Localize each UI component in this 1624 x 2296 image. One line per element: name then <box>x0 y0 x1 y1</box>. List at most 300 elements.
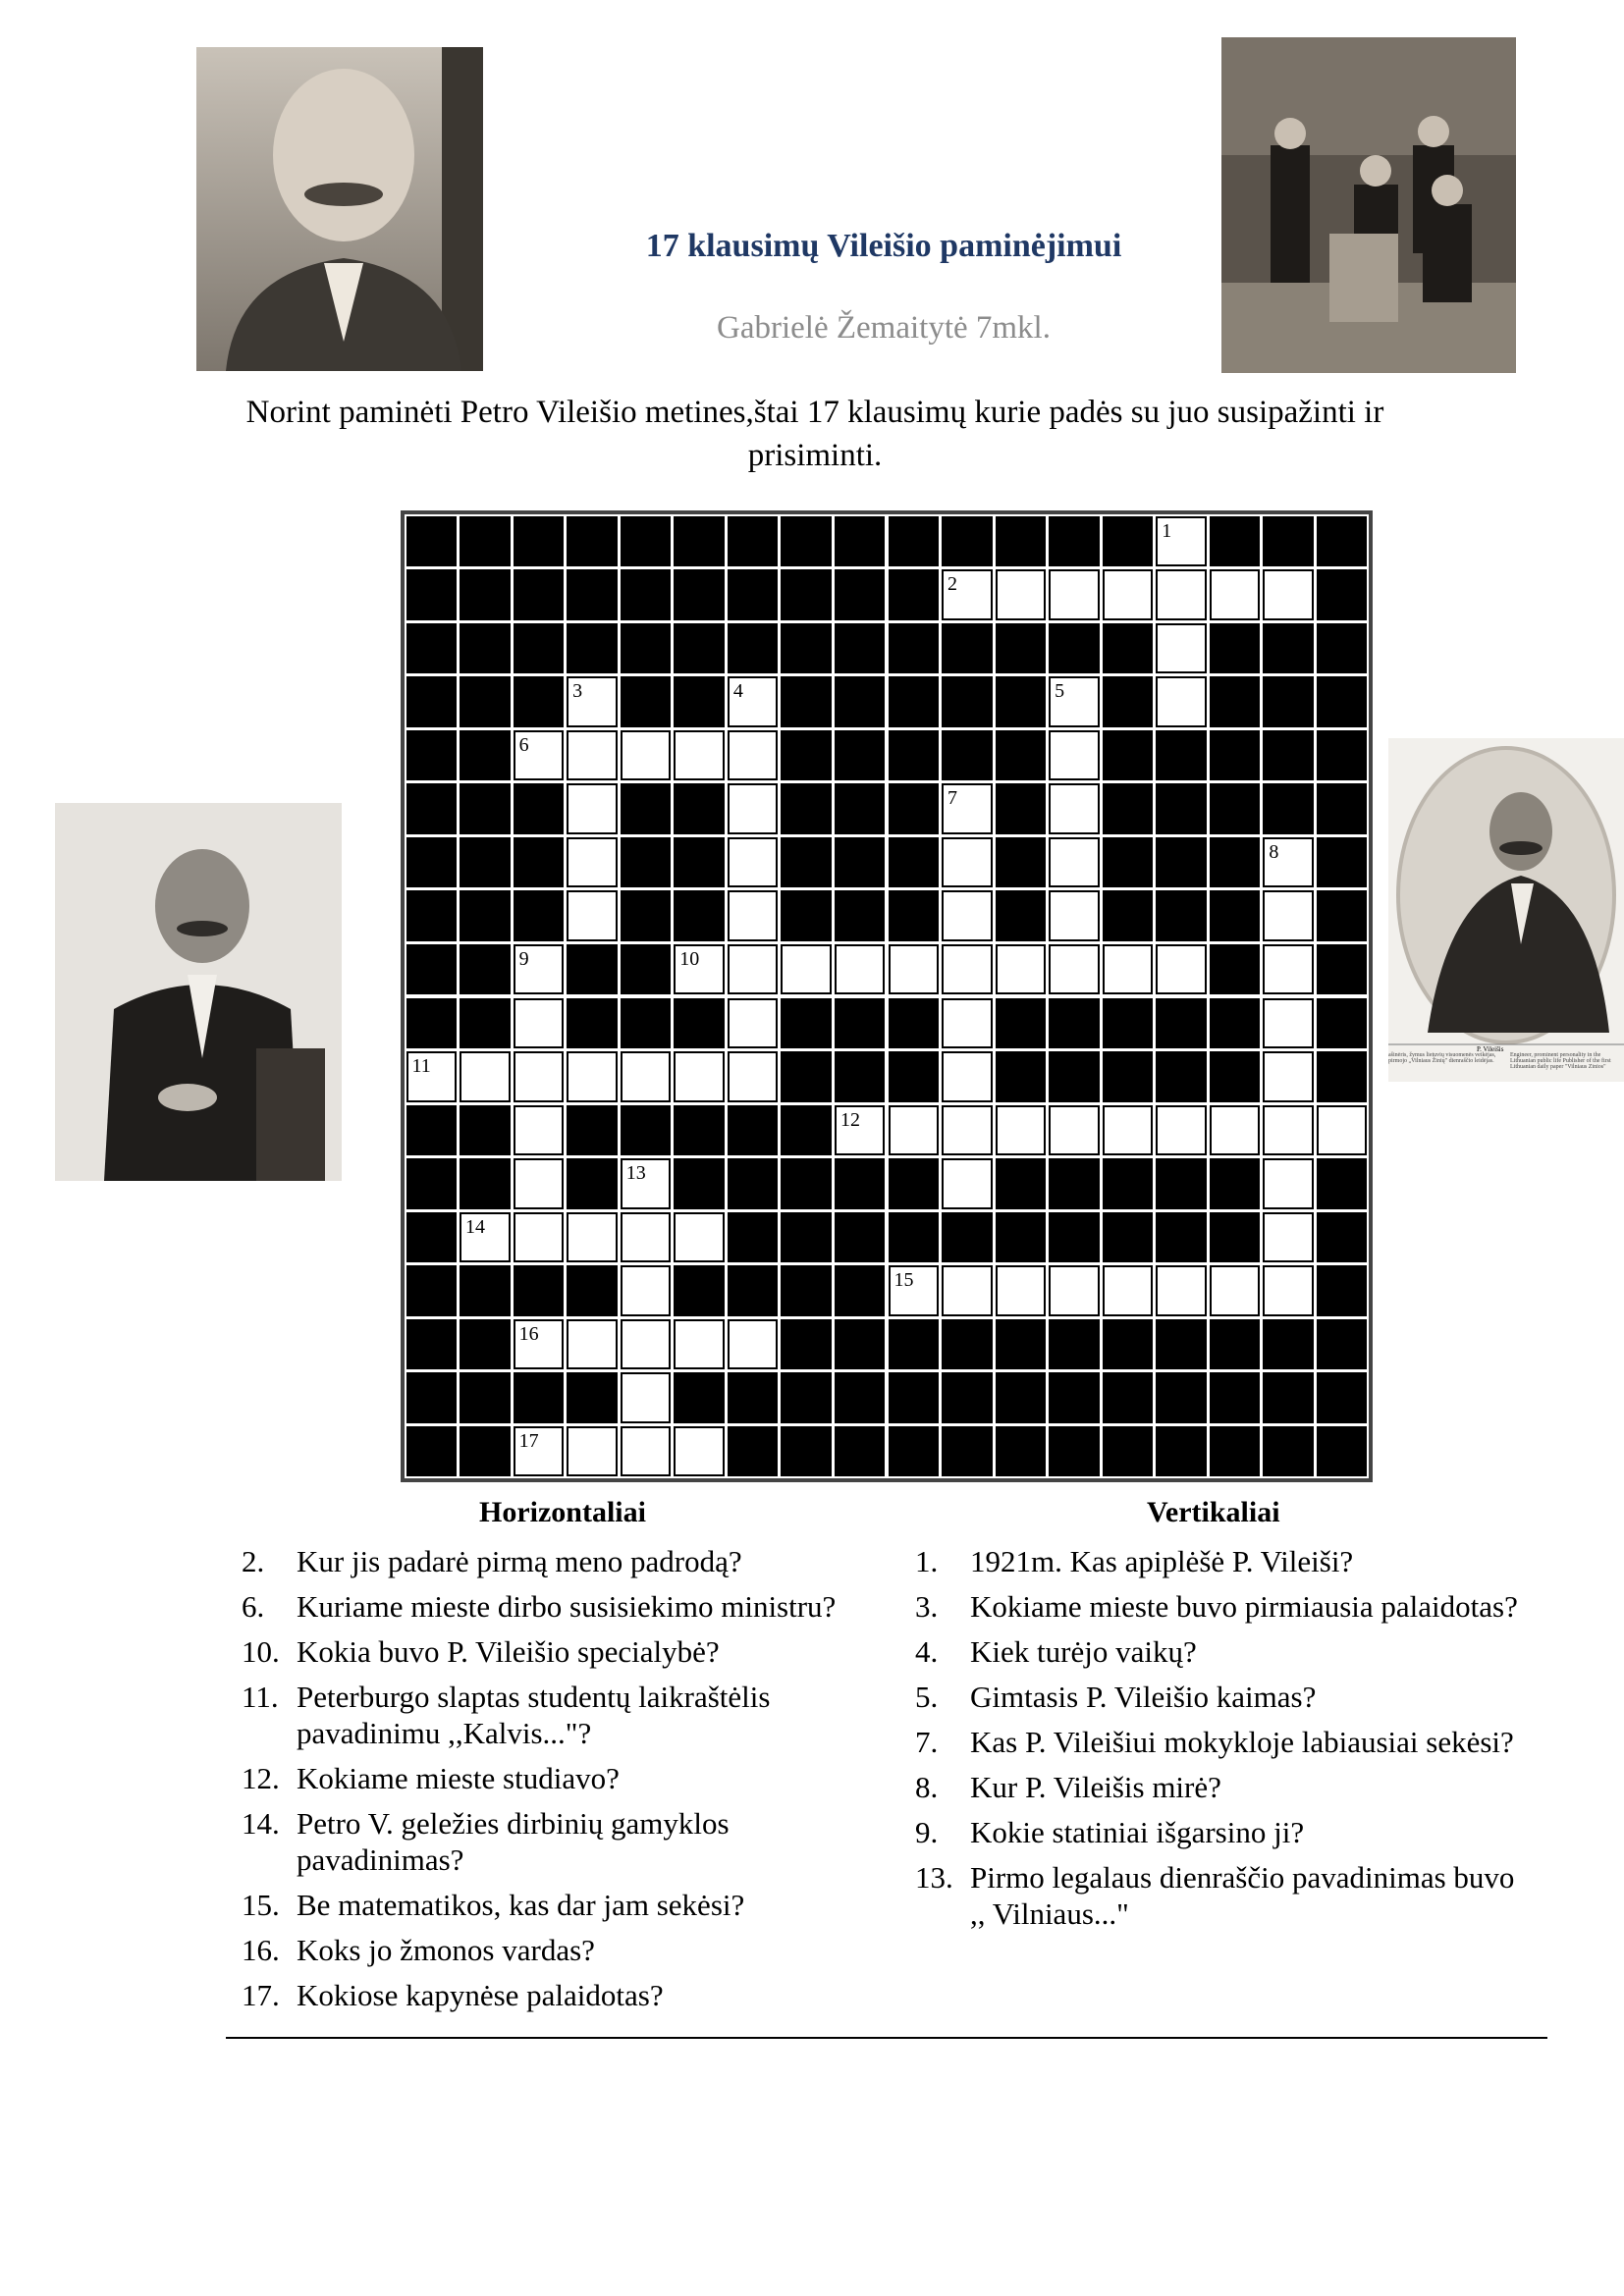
crossword-cell-open[interactable] <box>942 890 993 941</box>
crossword-cell-blocked <box>567 516 618 567</box>
crossword-cell-blocked <box>674 1105 725 1156</box>
crossword-cell-blocked <box>835 1051 886 1102</box>
crossword-cell-open[interactable] <box>1263 837 1314 888</box>
crossword-cell-blocked <box>1103 1212 1154 1263</box>
crossword-cell-blocked <box>781 516 832 567</box>
crossword-cell-open[interactable] <box>1263 569 1314 620</box>
clue-text: Kas P. Vileišiui mokykloje labiausiai sekėsi? <box>970 1725 1514 1759</box>
crossword-cell-open[interactable] <box>1049 944 1100 995</box>
crossword-cell-blocked <box>514 516 565 567</box>
crossword-cell-blocked <box>621 837 672 888</box>
clue-text: Be matematikos, kas dar jam sekėsi? <box>297 1888 745 1922</box>
crossword-cell-open[interactable] <box>621 1051 672 1102</box>
crossword-cell-open[interactable] <box>674 1051 725 1102</box>
crossword-cell-blocked <box>1103 837 1154 888</box>
crossword-cell-blocked <box>621 516 672 567</box>
clue-item <box>242 1805 899 1878</box>
page-title: 17 klausimų Vileišio paminėjimui <box>645 228 1122 264</box>
clue-text: Kur jis padarė pirmą meno padrodą? <box>297 1544 742 1578</box>
crossword-cell-blocked <box>1049 1158 1100 1209</box>
clue-item <box>915 1588 1524 1625</box>
crossword-cell-blocked <box>996 676 1047 727</box>
crossword-cell-open[interactable] <box>1049 890 1100 941</box>
crossword-cell-blocked <box>781 1372 832 1423</box>
crossword-cell-open[interactable] <box>1263 1212 1314 1263</box>
crossword-cell-blocked <box>996 623 1047 674</box>
crossword-cell-open[interactable] <box>1156 944 1207 995</box>
photo-caption-lt: ašinėris, žymus lietuvių visuomenės veikėjas, pirmojo „Vilniaus Žinių" dienraščio leidėjas. <box>1388 1052 1496 1064</box>
crossword-cell-open[interactable] <box>1049 1105 1100 1156</box>
crossword-cell-open[interactable] <box>1103 569 1154 620</box>
crossword-cell-blocked <box>406 1426 458 1477</box>
crossword-cell-open[interactable] <box>781 944 832 995</box>
crossword-clue-number: 5 <box>1055 680 1065 703</box>
crossword-cell-open[interactable] <box>1049 783 1100 834</box>
crossword-cell-blocked <box>996 1426 1047 1477</box>
crossword-cell-blocked <box>1156 998 1207 1049</box>
crossword-cell-open[interactable] <box>674 944 725 995</box>
crossword-cell-open[interactable] <box>728 890 779 941</box>
crossword-cell-blocked <box>1317 569 1368 620</box>
crossword-cell-blocked <box>406 837 458 888</box>
crossword-cell-blocked <box>567 623 618 674</box>
crossword-cell-open[interactable] <box>728 676 779 727</box>
photo-caption-en: Engineer, prominent personality in the Lithuanian public life Publisher of the first Lithuanian daily paper "Vilniaus Zinios" <box>1510 1052 1611 1070</box>
crossword-cell-blocked <box>1317 944 1368 995</box>
crossword-cell-blocked <box>942 1372 993 1423</box>
crossword-cell-blocked <box>1210 1319 1261 1370</box>
crossword-cell-open[interactable] <box>567 783 618 834</box>
crossword-cell-blocked <box>1210 730 1261 781</box>
crossword-cell-blocked <box>460 1426 511 1477</box>
crossword-cell-blocked <box>1049 623 1100 674</box>
crossword-cell-blocked <box>406 1319 458 1370</box>
crossword-cell-open[interactable] <box>1049 1265 1100 1316</box>
crossword-cell-open[interactable] <box>514 1319 565 1370</box>
crossword-cell-blocked <box>728 1212 779 1263</box>
crossword-cell-open[interactable] <box>514 1051 565 1102</box>
crossword-cell-blocked <box>996 1372 1047 1423</box>
crossword-cell-open[interactable] <box>1156 623 1207 674</box>
crossword-cell-blocked <box>1103 890 1154 941</box>
clue-number: 16. <box>242 1933 280 1967</box>
crossword-cell-open[interactable] <box>514 998 565 1049</box>
crossword-cell-blocked <box>1103 998 1154 1049</box>
clue-text: Kiek turėjo vaikų? <box>970 1634 1197 1669</box>
crossword-cell-open[interactable] <box>728 730 779 781</box>
clue-number: 3. <box>915 1589 939 1624</box>
crossword-cell-blocked <box>1156 1319 1207 1370</box>
crossword-cell-open[interactable] <box>514 1212 565 1263</box>
crossword-cell-blocked <box>835 783 886 834</box>
crossword-cell-blocked <box>835 1212 886 1263</box>
crossword-cell-blocked <box>621 783 672 834</box>
author-line: Gabrielė Žemaitytė 7mkl. <box>717 310 1051 346</box>
crossword-cell-blocked <box>567 1265 618 1316</box>
crossword-cell-blocked <box>406 676 458 727</box>
crossword-cell-blocked <box>1156 890 1207 941</box>
crossword-cell-blocked <box>835 569 886 620</box>
crossword-cell-open[interactable] <box>567 1426 618 1477</box>
crossword-cell-blocked <box>514 837 565 888</box>
crossword-cell-blocked <box>728 1105 779 1156</box>
crossword-cell-blocked <box>674 998 725 1049</box>
crossword-cell-open[interactable] <box>1317 1105 1368 1156</box>
clue-item <box>242 1977 899 2013</box>
crossword-cell-blocked <box>1263 1426 1314 1477</box>
crossword-cell-blocked <box>460 730 511 781</box>
crossword-cell-open[interactable] <box>514 1158 565 1209</box>
crossword-clue-number: 8 <box>1269 840 1279 863</box>
clue-number: 8. <box>915 1770 939 1804</box>
crossword-cell-blocked <box>1156 1051 1207 1102</box>
crossword-cell-open[interactable] <box>1156 1105 1207 1156</box>
crossword-cell-open[interactable] <box>1263 1105 1314 1156</box>
crossword-cell-blocked <box>567 1105 618 1156</box>
clue-item <box>915 1724 1524 1760</box>
crossword-cell-blocked <box>996 783 1047 834</box>
crossword-cell-blocked <box>835 730 886 781</box>
crossword-cell-blocked <box>1317 1265 1368 1316</box>
crossword-cell-open[interactable] <box>889 1265 940 1316</box>
crossword-cell-open[interactable] <box>674 1319 725 1370</box>
crossword-cell-open[interactable] <box>996 1105 1047 1156</box>
crossword-cell-blocked <box>1210 1158 1261 1209</box>
crossword-cell-blocked <box>621 998 672 1049</box>
crossword-cell-open[interactable] <box>1263 944 1314 995</box>
crossword-cell-blocked <box>406 783 458 834</box>
crossword-cell-open[interactable] <box>406 1051 458 1102</box>
crossword-cell-blocked <box>889 569 940 620</box>
crossword-cell-blocked <box>460 676 511 727</box>
crossword-cell-open[interactable] <box>674 730 725 781</box>
crossword-cell-open[interactable] <box>942 1051 993 1102</box>
crossword-cell-blocked <box>406 944 458 995</box>
crossword-cell-blocked <box>674 676 725 727</box>
crossword-cell-open[interactable] <box>567 1051 618 1102</box>
crossword-cell-open[interactable] <box>1156 516 1207 567</box>
clue-text: Kokiame mieste studiavo? <box>297 1761 620 1795</box>
crossword-cell-open[interactable] <box>1103 1105 1154 1156</box>
crossword-cell-blocked <box>781 676 832 727</box>
crossword-cell-open[interactable] <box>567 1319 618 1370</box>
crossword-cell-blocked <box>1317 516 1368 567</box>
crossword-cell-blocked <box>621 944 672 995</box>
crossword-cell-blocked <box>781 1051 832 1102</box>
crossword-cell-blocked <box>1156 1212 1207 1263</box>
crossword-cell-blocked <box>728 1426 779 1477</box>
crossword-clue-number: 13 <box>625 1162 646 1185</box>
crossword-cell-open[interactable] <box>567 837 618 888</box>
crossword-cell-blocked <box>889 1426 940 1477</box>
crossword-cell-blocked <box>1103 730 1154 781</box>
crossword-cell-blocked <box>1210 1372 1261 1423</box>
crossword-cell-open[interactable] <box>942 1105 993 1156</box>
crossword-cell-blocked <box>621 569 672 620</box>
clue-item <box>915 1543 1524 1579</box>
crossword-cell-blocked <box>460 1319 511 1370</box>
crossword-cell-blocked <box>460 783 511 834</box>
crossword-cell-open[interactable] <box>996 569 1047 620</box>
crossword-cell-blocked <box>621 1105 672 1156</box>
crossword-cell-open[interactable] <box>1263 890 1314 941</box>
crossword-cell-blocked <box>406 1265 458 1316</box>
crossword-cell-blocked <box>621 890 672 941</box>
crossword-cell-open[interactable] <box>1049 569 1100 620</box>
crossword-cell-blocked <box>406 1158 458 1209</box>
crossword-cell-blocked <box>1263 516 1314 567</box>
crossword-cell-blocked <box>514 569 565 620</box>
clue-text: Kokie statiniai išgarsino ji? <box>970 1815 1305 1849</box>
crossword-clue-number: 16 <box>518 1322 539 1345</box>
crossword-cell-blocked <box>996 1158 1047 1209</box>
crossword-cell-open[interactable] <box>621 1158 672 1209</box>
down-clue-list <box>915 1543 1524 1941</box>
crossword-cell-blocked <box>996 1212 1047 1263</box>
crossword-cell-open[interactable] <box>1263 1265 1314 1316</box>
crossword-cell-blocked <box>1317 1051 1368 1102</box>
crossword-cell-open[interactable] <box>942 569 993 620</box>
crossword-cell-blocked <box>406 569 458 620</box>
clue-item <box>915 1859 1524 1932</box>
crossword-cell-blocked <box>460 623 511 674</box>
crossword-cell-blocked <box>1317 1372 1368 1423</box>
crossword-cell-blocked <box>674 516 725 567</box>
clue-number: 2. <box>242 1544 265 1578</box>
crossword-cell-open[interactable] <box>621 1265 672 1316</box>
crossword-cell-blocked <box>567 944 618 995</box>
crossword-cell-blocked <box>1156 1158 1207 1209</box>
crossword-clue-number: 12 <box>839 1108 860 1131</box>
crossword-cell-blocked <box>1156 1426 1207 1477</box>
clue-text: Koks jo žmonos vardas? <box>297 1933 595 1967</box>
clue-item <box>242 1679 899 1751</box>
crossword-cell-blocked <box>1049 516 1100 567</box>
crossword-cell-blocked <box>674 569 725 620</box>
crossword-cell-open[interactable] <box>889 1105 940 1156</box>
crossword-cell-blocked <box>1317 837 1368 888</box>
crossword-cell-blocked <box>942 1426 993 1477</box>
crossword-cell-blocked <box>942 623 993 674</box>
crossword-cell-blocked <box>781 1158 832 1209</box>
crossword-cell-blocked <box>1103 623 1154 674</box>
crossword-cell-open[interactable] <box>1049 676 1100 727</box>
crossword-cell-blocked <box>514 623 565 674</box>
crossword-cell-open[interactable] <box>1210 569 1261 620</box>
oval-portrait-photo-right <box>1388 738 1624 1082</box>
crossword-cell-blocked <box>1210 890 1261 941</box>
crossword-cell-blocked <box>514 783 565 834</box>
crossword-cell-open[interactable] <box>514 1105 565 1156</box>
crossword-cell-open[interactable] <box>567 730 618 781</box>
crossword-cell-blocked <box>835 1372 886 1423</box>
crossword-cell-open[interactable] <box>1049 837 1100 888</box>
crossword-cell-blocked <box>835 837 886 888</box>
crossword-cell-open[interactable] <box>996 944 1047 995</box>
crossword-cell-open[interactable] <box>1263 1158 1314 1209</box>
crossword-cell-open[interactable] <box>942 1265 993 1316</box>
crossword-cell-open[interactable] <box>728 998 779 1049</box>
crossword-cell-blocked <box>460 837 511 888</box>
crossword-cell-open[interactable] <box>728 944 779 995</box>
crossword-cell-blocked <box>835 676 886 727</box>
crossword-cell-blocked <box>1103 516 1154 567</box>
crossword-cell-blocked <box>835 1265 886 1316</box>
clue-text: Kokiame mieste buvo pirmiausia palaidotas? <box>970 1589 1518 1624</box>
crossword-cell-open[interactable] <box>728 783 779 834</box>
crossword-cell-blocked <box>942 1212 993 1263</box>
crossword-clue-number: 14 <box>465 1215 486 1238</box>
crossword-cell-blocked <box>460 890 511 941</box>
crossword-cell-open[interactable] <box>835 1105 886 1156</box>
crossword-cell-open[interactable] <box>674 1212 725 1263</box>
crossword-cell-open[interactable] <box>514 1426 565 1477</box>
crossword-cell-blocked <box>1156 783 1207 834</box>
crossword-cell-blocked <box>1263 783 1314 834</box>
crossword-cell-blocked <box>835 1158 886 1209</box>
crossword-cell-blocked <box>889 1372 940 1423</box>
crossword-cell-blocked <box>674 837 725 888</box>
crossword-cell-blocked <box>674 1372 725 1423</box>
clue-item <box>242 1633 899 1670</box>
crossword-cell-blocked <box>889 998 940 1049</box>
portrait-photo-top-left <box>196 47 483 371</box>
crossword-cell-blocked <box>1049 1426 1100 1477</box>
crossword-cell-blocked <box>460 516 511 567</box>
crossword-cell-open[interactable] <box>460 1212 511 1263</box>
crossword-clue-number: 9 <box>518 947 529 970</box>
crossword-cell-open[interactable] <box>1103 1265 1154 1316</box>
crossword-cell-blocked <box>674 783 725 834</box>
crossword-cell-blocked <box>1263 623 1314 674</box>
crossword-cell-blocked <box>996 998 1047 1049</box>
crossword-cell-blocked <box>1317 890 1368 941</box>
clue-number: 17. <box>242 1978 280 2012</box>
crossword-cell-blocked <box>781 998 832 1049</box>
crossword-cell-blocked <box>889 1212 940 1263</box>
crossword-cell-blocked <box>1103 1051 1154 1102</box>
crossword-cell-open[interactable] <box>728 837 779 888</box>
crossword-cell-open[interactable] <box>1049 730 1100 781</box>
crossword-cell-blocked <box>1317 783 1368 834</box>
crossword-cell-open[interactable] <box>835 944 886 995</box>
crossword-cell-open[interactable] <box>514 944 565 995</box>
crossword-clue-number: 4 <box>732 680 743 703</box>
crossword-cell-open[interactable] <box>621 1426 672 1477</box>
clue-item <box>915 1633 1524 1670</box>
crossword-cell-blocked <box>460 1158 511 1209</box>
crossword-cell-blocked <box>1210 623 1261 674</box>
crossword-cell-blocked <box>406 1212 458 1263</box>
crossword-cell-open[interactable] <box>1156 676 1207 727</box>
crossword-cell-open[interactable] <box>889 944 940 995</box>
clue-number: 4. <box>915 1634 939 1669</box>
crossword-cell-blocked <box>1210 1212 1261 1263</box>
crossword-cell-blocked <box>674 623 725 674</box>
crossword-cell-blocked <box>1317 998 1368 1049</box>
crossword-cell-blocked <box>1049 1319 1100 1370</box>
crossword-cell-blocked <box>406 1105 458 1156</box>
clue-item <box>242 1760 899 1796</box>
crossword-cell-open[interactable] <box>1156 1265 1207 1316</box>
crossword-cell-blocked <box>1210 1051 1261 1102</box>
crossword-clue-number: 2 <box>947 573 958 596</box>
crossword-cell-open[interactable] <box>1263 1051 1314 1102</box>
crossword-cell-blocked <box>406 890 458 941</box>
clue-item <box>915 1769 1524 1805</box>
crossword-cell-open[interactable] <box>1103 944 1154 995</box>
crossword-cell-open[interactable] <box>942 998 993 1049</box>
clue-number: 11. <box>242 1680 279 1714</box>
crossword-cell-blocked <box>514 1372 565 1423</box>
crossword-cell-open[interactable] <box>621 1212 672 1263</box>
crossword-cell-blocked <box>674 1265 725 1316</box>
crossword-cell-blocked <box>674 890 725 941</box>
crossword-cell-blocked <box>567 1372 618 1423</box>
crossword-cell-blocked <box>1210 676 1261 727</box>
crossword-cell-open[interactable] <box>728 1051 779 1102</box>
crossword-cell-blocked <box>1156 1372 1207 1423</box>
crossword-cell-open[interactable] <box>621 1372 672 1423</box>
crossword-cell-blocked <box>889 783 940 834</box>
crossword-cell-blocked <box>514 1265 565 1316</box>
crossword-cell-open[interactable] <box>621 1319 672 1370</box>
crossword-cell-blocked <box>781 1105 832 1156</box>
crossword-cell-open[interactable] <box>567 676 618 727</box>
crossword-cell-open[interactable] <box>1210 1105 1261 1156</box>
crossword-cell-open[interactable] <box>996 1265 1047 1316</box>
crossword-cell-open[interactable] <box>942 944 993 995</box>
crossword-cell-blocked <box>781 837 832 888</box>
crossword-cell-open[interactable] <box>567 890 618 941</box>
crossword-cell-blocked <box>781 1265 832 1316</box>
clue-text: Petro V. geležies dirbinių gamyklos pavadinimas? <box>297 1806 730 1877</box>
crossword-cell-blocked <box>567 998 618 1049</box>
clue-number: 12. <box>242 1761 280 1795</box>
crossword-cell-blocked <box>1210 1426 1261 1477</box>
crossword-cell-open[interactable] <box>460 1051 511 1102</box>
crossword-cell-blocked <box>781 569 832 620</box>
crossword-cell-open[interactable] <box>1263 998 1314 1049</box>
crossword-cell-blocked <box>1317 1426 1368 1477</box>
crossword-cell-open[interactable] <box>567 1212 618 1263</box>
crossword-cell-blocked <box>621 623 672 674</box>
crossword-cell-open[interactable] <box>942 837 993 888</box>
crossword-cell-open[interactable] <box>942 1158 993 1209</box>
crossword-cell-blocked <box>567 569 618 620</box>
crossword-cell-blocked <box>1317 1319 1368 1370</box>
crossword-cell-open[interactable] <box>1210 1265 1261 1316</box>
crossword-cell-open[interactable] <box>514 730 565 781</box>
crossword-cell-blocked <box>1263 730 1314 781</box>
crossword-cell-open[interactable] <box>942 783 993 834</box>
crossword-cell-open[interactable] <box>674 1426 725 1477</box>
crossword-cell-blocked <box>728 623 779 674</box>
seated-portrait-photo-left <box>55 803 342 1181</box>
crossword-cell-open[interactable] <box>621 730 672 781</box>
crossword-cell-open[interactable] <box>1156 569 1207 620</box>
crossword-cell-blocked <box>781 783 832 834</box>
clue-number: 13. <box>915 1860 953 1895</box>
clue-text: Pirmo legalaus dienraščio pavadinimas buvo ,, Vilniaus..." <box>970 1860 1515 1931</box>
crossword-cell-open[interactable] <box>728 1319 779 1370</box>
clue-text: Kokia buvo P. Vileišio specialybė? <box>297 1634 720 1669</box>
crossword-cell-blocked <box>1263 1372 1314 1423</box>
crossword-cell-blocked <box>1210 998 1261 1049</box>
crossword-cell-blocked <box>835 1319 886 1370</box>
crossword-cell-blocked <box>942 516 993 567</box>
crossword-cell-blocked <box>1049 1212 1100 1263</box>
